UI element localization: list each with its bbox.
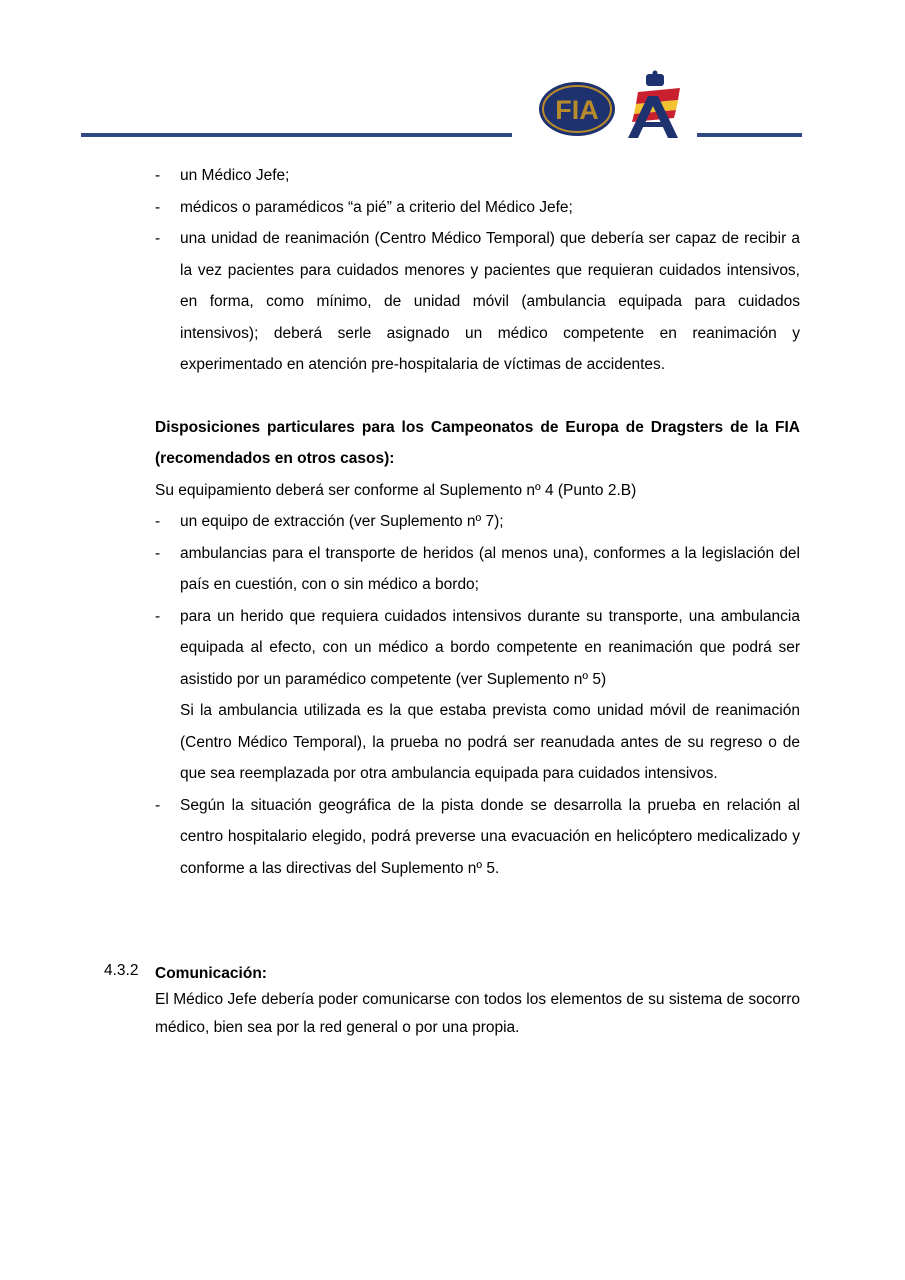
header-rule-left xyxy=(81,133,512,137)
fia-logo-text: FIA xyxy=(555,95,599,125)
section-title: Comunicación: xyxy=(155,965,267,982)
rfeda-crown-logo-icon xyxy=(624,70,686,140)
fia-logo-icon xyxy=(537,80,617,138)
list-item xyxy=(155,506,800,538)
list-item-text: un Médico Jefe; xyxy=(180,167,290,184)
section-text: El Médico Jefe debería poder comunicarse con todos los elementos de su sistema de socorro médico, bien sea por la red general o por una propia. xyxy=(155,991,800,1036)
list-item-text: una unidad de reanimación (Centro Médico Temporal) que debería ser capaz de recibir a la vez pacientes para cuidados menores y pacientes que requieran cuidados intensivos, en forma, como mínimo, de unidad móvil (ambulancia equipada para cuidados intensivos); deberá serle asignado un médico competente en reanimación y experimentado en atención pre-hospitalaria de víctimas de accidentes. xyxy=(180,230,800,373)
list-item-note: Si la ambulancia utilizada es la que estaba prevista como unidad móvil de reanimación (Centro Médico Temporal), la prueba no podrá ser reanudada antes de su regreso o de que sea reemplazada por otra ambulancia equipada para cuidados intensivos. xyxy=(180,702,800,782)
section-number: 4.3.2 xyxy=(104,962,139,979)
list-item xyxy=(155,192,800,224)
spacer xyxy=(155,381,800,412)
document-body xyxy=(155,160,800,884)
list-item-text: Según la situación geográfica de la pista donde se desarrolla la prueba en relación al centro hospitalario elegido, podrá preverse una evacuación en helicóptero medicalizado y conforme a las directivas del Suplemento nº 5. xyxy=(180,796,800,877)
section-heading: Disposiciones particulares para los Campeonatos de Europa de Dragsters de la FIA (recomendados en otros casos): xyxy=(155,418,800,467)
list-item xyxy=(155,601,800,696)
bullet-dash: - xyxy=(155,544,161,562)
bullet-dash: - xyxy=(155,607,161,625)
section-content xyxy=(155,962,800,1041)
bullet-dash: - xyxy=(155,796,161,814)
list-item xyxy=(155,160,800,192)
list-item-text: para un herido que requiera cuidados intensivos durante su transporte, una ambulancia equipada al efecto, con un médico a bordo competente en reanimación que podrá ser asistido por un paramédico competente (ver Suplemento nº 5) xyxy=(180,607,800,688)
bullet-dash: - xyxy=(155,167,161,184)
bullet-dash: - xyxy=(155,513,161,530)
list-item-text: un equipo de extracción (ver Suplemento nº 7); xyxy=(180,513,504,530)
section-communication xyxy=(104,962,800,1041)
list-item xyxy=(155,223,800,381)
bullet-dash: - xyxy=(155,230,161,247)
list-item xyxy=(155,790,800,885)
header-rule-right xyxy=(697,133,802,137)
list-item xyxy=(155,538,800,601)
list-item-text: médicos o paramédicos “a pié” a criterio del Médico Jefe; xyxy=(180,198,573,216)
list-item-text: ambulancias para el transporte de heridos (al menos una), conformes a la legislación del país en cuestión, con o sin médico a bordo; xyxy=(180,544,800,593)
intro-paragraph: Su equipamiento deberá ser conforme al Suplemento nº 4 (Punto 2.B) xyxy=(155,481,637,499)
bullet-dash: - xyxy=(155,198,161,216)
